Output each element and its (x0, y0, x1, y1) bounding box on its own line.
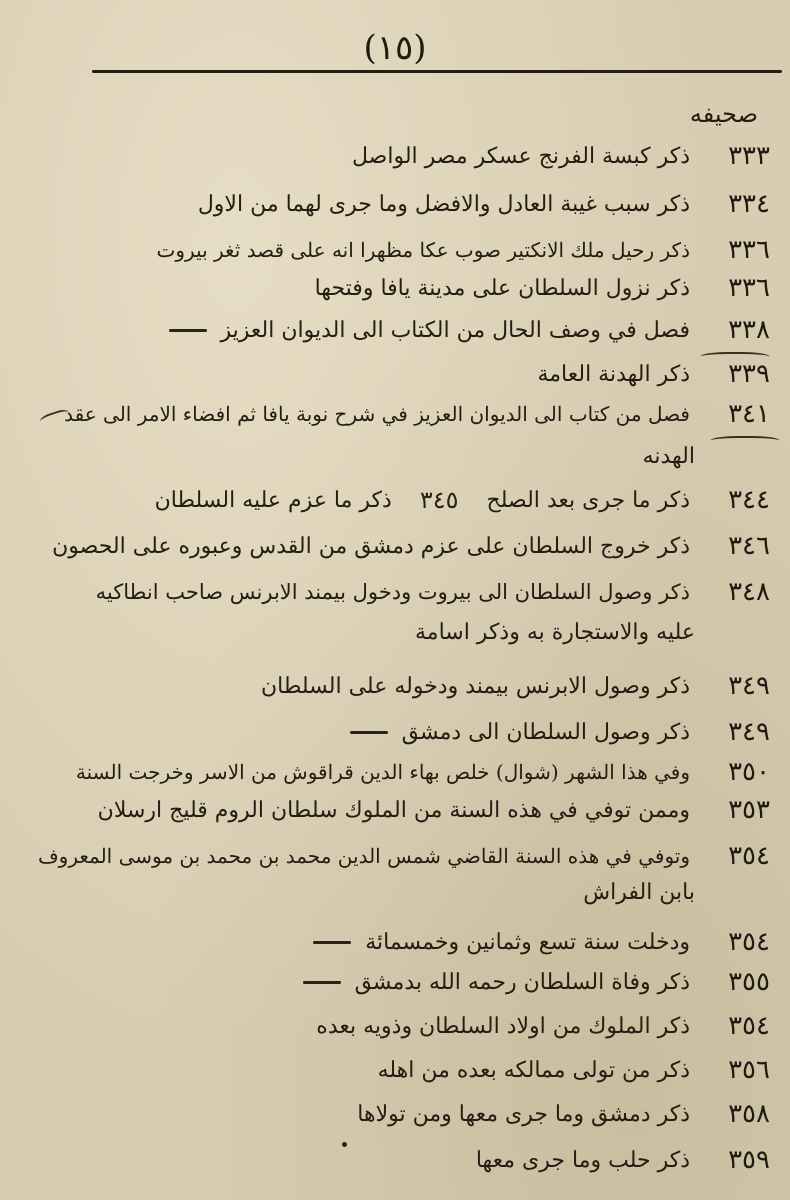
toc-entry (155, 480, 770, 520)
entry-title: فصل في وصف الحال من الكتاب الى الديوان العزيز (220, 317, 690, 343)
page-number: (١٥) (363, 28, 427, 68)
entry-title: ذكر كبسة الفرنج عسكر مصر الواصل (352, 143, 690, 169)
toc-entry (313, 922, 770, 962)
toc-entry (98, 790, 770, 830)
toc-entry (357, 1094, 770, 1134)
toc-entry (316, 1006, 770, 1046)
dash-mark (313, 941, 351, 944)
entry-page-number: ٣٥٨ (728, 1099, 770, 1129)
dash-mark (169, 329, 207, 332)
entry-page-number: ٣٥٠ (728, 757, 770, 787)
toc-entry (157, 230, 770, 270)
entry-title: ذكر ما جرى بعد الصلح (486, 487, 690, 513)
entry-page-number: ٣٥٥ (728, 967, 770, 997)
entry-title: ذكر وصول الابرنس بيمند ودخوله على السلطان (260, 673, 690, 699)
entry-page-number: ٣٤٦ (728, 531, 770, 561)
entry-title: ذكر وصول السلطان الى بيروت ودخول بيمند الابرنس صاحب انطاكيه (95, 580, 690, 604)
entry-page-number: ٣٣٦ (728, 273, 770, 303)
entry-page-number: ٣٤١ (728, 399, 770, 429)
column-header: صحيفه (689, 100, 758, 128)
entry-title: ذكر ما عزم عليه السلطان (154, 487, 392, 513)
pencil-mark (710, 436, 780, 448)
toc-entry (52, 526, 770, 566)
entry-page-number: ٣٣٦ (728, 235, 770, 265)
entry-page-number: ٣٥٣ (728, 795, 770, 825)
toc-entry (64, 394, 770, 434)
entry-title: وفي هذا الشهر (شوال) خلص بهاء الدين قراقوش من الاسر وخرجت السنة (75, 760, 690, 784)
dash-mark (303, 981, 341, 984)
entry-page-number: ٣٥٤ (728, 841, 770, 871)
entry-title: ذكر الملوك من اولاد السلطان وذويه بعده (316, 1013, 690, 1039)
entry-page-number: ٣٤٩ (728, 671, 770, 701)
entry-title-continued: عليه والاستجارة به وذكر اسامة (414, 620, 695, 645)
entry-title: ذكر دمشق وما جرى معها ومن تولاها (357, 1101, 690, 1127)
toc-entry (169, 310, 771, 350)
entry-page-number: ٣٣٩ (728, 359, 770, 389)
toc-entry (476, 1140, 770, 1180)
entry-page-number: ٣٥٦ (728, 1055, 770, 1085)
toc-entry (352, 136, 770, 176)
entry-title: فصل من كتاب الى الديوان العزيز في شرح نوبة يافا ثم افضاء الامر الى عقد (64, 402, 690, 426)
entry-page-number: ٣٥٤ (728, 1011, 770, 1041)
entry-page-number: ٣٣٨ (728, 315, 770, 345)
entry-page-number: ٣٥٩ (728, 1145, 770, 1175)
pencil-mark (700, 352, 770, 364)
toc-entry (38, 836, 770, 876)
toc-entry (76, 752, 770, 792)
entry-page-number: ٣٤٨ (728, 577, 770, 607)
entry-title-continued: الهدنه (642, 444, 695, 469)
entry-title: ذكر سبب غيبة العادل والافضل وما جرى لهما من الاول (197, 191, 690, 217)
entry-title: ذكر خروج السلطان على عزم دمشق من القدس وعبوره على الحصون (52, 533, 690, 559)
entry-title: ذكر من تولى ممالكه بعده من اهله (377, 1057, 690, 1083)
toc-entry (198, 184, 770, 224)
entry-page-number: ٣٤٥ (419, 486, 459, 514)
toc-entry (303, 962, 770, 1002)
toc-entry (350, 712, 770, 752)
toc-entry (96, 572, 770, 612)
entry-title: ذكر رحيل ملك الانكتير صوب عكا مظهرا انه على قصد ثغر بيروت (156, 238, 690, 262)
toc-entry (261, 666, 770, 706)
ink-dot (342, 1142, 347, 1147)
entry-title: وتوفي في هذه السنة القاضي شمس الدين محمد بن محمد بن موسى المعروف (37, 844, 690, 868)
dash-mark (350, 731, 388, 734)
entry-title: ذكر حلب وما جرى معها (475, 1147, 690, 1173)
entry-title: ذكر نزول السلطان على مدينة يافا وفتحها (314, 275, 690, 301)
entry-title: ودخلت سنة تسع وثمانين وخمسمائة (365, 929, 690, 955)
entry-page-number: ٣٣٤ (728, 189, 770, 219)
entry-page-number: ٣٤٤ (728, 485, 770, 515)
entry-page-number: ٣٥٤ (728, 927, 770, 957)
toc-entry (378, 1050, 770, 1090)
entry-title: ذكر الهدنة العامة (537, 361, 690, 387)
entry-title: ذكر وفاة السلطان رحمه الله بدمشق (354, 969, 690, 995)
entry-page-number: ٣٣٣ (728, 141, 770, 171)
entry-title: ذكر وصول السلطان الى دمشق (401, 719, 690, 745)
toc-entry (315, 268, 770, 308)
entry-title-continued: بابن الفراش (583, 880, 695, 905)
entry-title: وممن توفي في هذه السنة من الملوك سلطان الروم قليج ارسلان (97, 797, 690, 823)
entry-page-number: ٣٤٩ (728, 717, 770, 747)
